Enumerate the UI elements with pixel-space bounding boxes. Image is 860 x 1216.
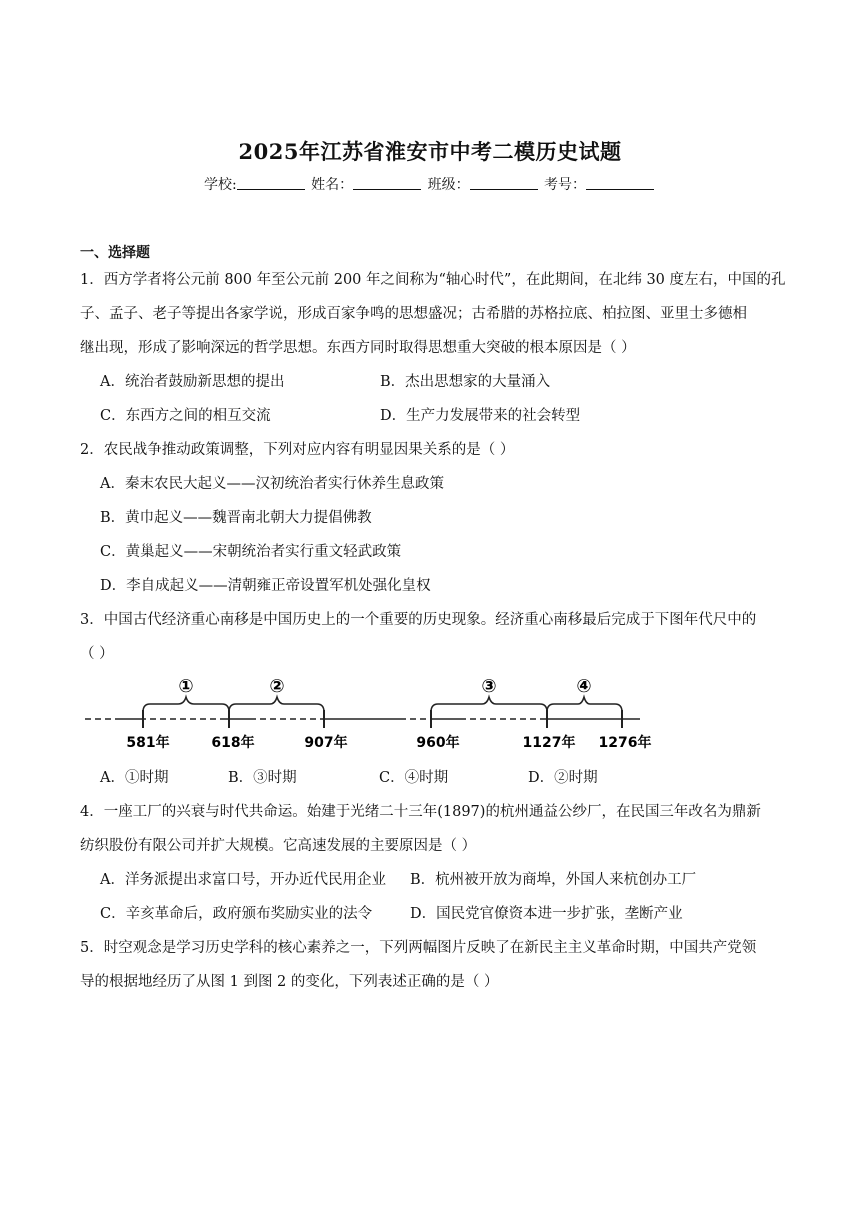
q2-stem: 2．农民战争推动政策调整，下列对应内容有明显因果关系的是（ ） (80, 442, 515, 458)
year-label-618: 618年 (211, 735, 255, 751)
year-label-960: 960年 (416, 735, 460, 751)
q4-option-a: A．洋务派提出求富口号，开办近代民用企业 (100, 872, 386, 888)
dynasty-timeline-figure (80, 672, 670, 752)
q2-option-b: B．黄巾起义——魏晋南北朝大力提倡佛教 (100, 510, 372, 526)
school-label: 学校: (203, 177, 237, 193)
q4-option-d: D．国民党官僚资本进一步扩张，垄断产业 (410, 906, 683, 922)
q1-option-c: C．东西方之间的相互交流 (100, 408, 271, 424)
brace-period-1 (143, 697, 229, 712)
number-label: 考号： (544, 177, 587, 193)
q1-stem-line1: 1．西方学者将公元前 800 年至公元前 200 年之间称为“轴心时代”，在此期间，在北纬 30 度左右，中国的孔 (80, 272, 786, 288)
q4-stem-line1: 4．一座工厂的兴衰与时代共命运。始建于光绪二十三年(1897)的杭州通益公纱厂，在民国三年改名为鼎新 (80, 804, 761, 820)
student-info-row (0, 174, 860, 194)
q2-option-a: A．秦末农民大起义——汉初统治者实行休养生息政策 (100, 476, 444, 492)
q3-option-b: B．③时期 (228, 770, 297, 786)
period-label-2: ② (269, 676, 285, 697)
school-blank (237, 175, 305, 190)
q4-option-c: C．辛亥革命后，政府颁布奖励实业的法令 (100, 906, 373, 922)
q1-stem-line3: 继出现，形成了影响深远的哲学思想。东西方同时取得思想重大突破的根本原因是（ ） (80, 340, 636, 356)
q3-stem-line1: 3．中国古代经济重心南移是中国历史上的一个重要的历史现象。经济重心南移最后完成于下图年代尺中的 (80, 612, 757, 628)
number-blank (586, 175, 654, 190)
q3-stem-line2: （ ） (80, 646, 114, 662)
q3-option-d: D．②时期 (528, 770, 598, 786)
brace-period-2 (229, 697, 324, 712)
year-label-1127: 1127年 (522, 735, 576, 751)
q5-stem-line2: 导的根据地经历了从图 1 到图 2 的变化，下列表述正确的是（ ） (80, 974, 499, 990)
q5-stem-line1: 5．时空观念是学习历史学科的核心素养之一，下列两幅图片反映了在新民主主义革命时期，中国共产党领 (80, 940, 757, 956)
year-label-581: 581年 (126, 735, 170, 751)
year-label-907: 907年 (304, 735, 348, 751)
q2-option-d: D．李自成起义——清朝雍正帝设置军机处强化皇权 (100, 578, 431, 594)
year-label-1276: 1276年 (598, 735, 652, 751)
brace-period-3 (431, 697, 547, 712)
period-label-3: ③ (481, 676, 497, 697)
q4-option-b: B．杭州被开放为商埠，外国人来杭创办工厂 (410, 872, 697, 888)
class-blank (470, 175, 538, 190)
period-label-4: ④ (576, 676, 592, 697)
name-label: 姓名： (311, 177, 354, 193)
exam-title: 2025年江苏省淮安市中考二模历史试题 (238, 139, 622, 164)
brace-period-4 (547, 697, 622, 712)
q3-option-a: A．①时期 (100, 770, 169, 786)
q1-option-d: D．生产力发展带来的社会转型 (380, 408, 581, 424)
q3-option-c: C．④时期 (379, 770, 449, 786)
class-label: 班级： (427, 177, 470, 193)
name-blank (353, 175, 421, 190)
q1-option-a: A．统治者鼓励新思想的提出 (100, 374, 285, 390)
q1-stem-line2: 子、孟子、老子等提出各家学说，形成百家争鸣的思想盛况；古希腊的苏格拉底、柏拉图、亚里士多德相 (80, 306, 747, 322)
period-label-1: ① (178, 676, 194, 697)
q4-stem-line2: 纺织股份有限公司并扩大规模。它高速发展的主要原因是（ ） (80, 838, 477, 854)
q1-option-b: B．杰出思想家的大量涌入 (380, 374, 551, 390)
section-heading: 一、选择题 (80, 245, 150, 261)
q2-option-c: C．黄巢起义——宋朝统治者实行重文轻武政策 (100, 544, 402, 560)
